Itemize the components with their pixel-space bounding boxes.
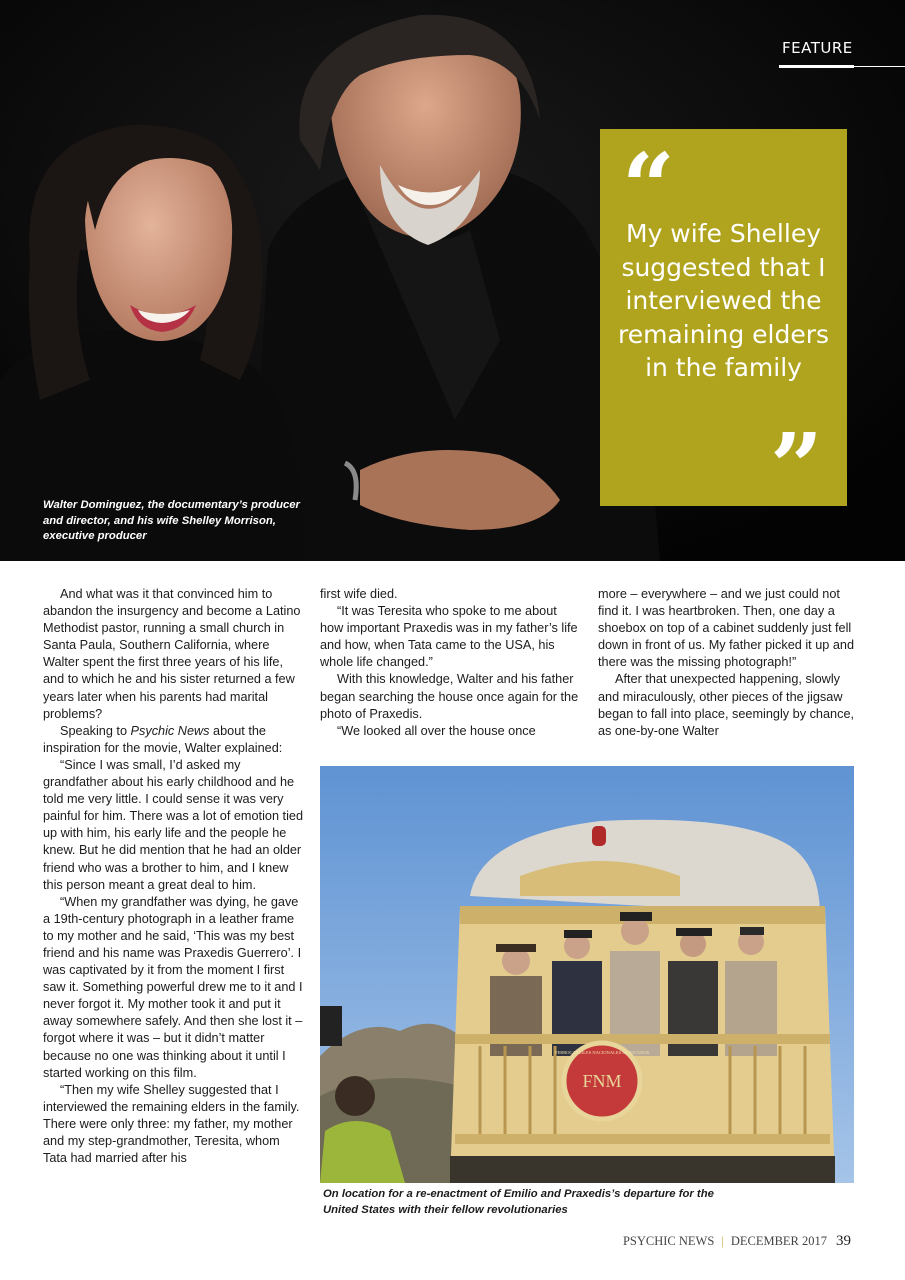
paragraph: “It was Teresita who spoke to me about how important Praxedis was in my father’s life and how, when Tata came to the USA, his whole life changed.” [320, 604, 578, 670]
emblem-label: FNM [582, 1071, 622, 1091]
train-photo [320, 766, 854, 1183]
paragraph: “We looked all over the house once [337, 723, 536, 738]
hero-photo-caption: Walter Dominguez, the documentary’s producer and director, and his wife Shelley Morrison, executive producer [43, 499, 300, 542]
emblem-ring-label: FERROCARRILES NACIONALES MEXICANOS [554, 1050, 650, 1055]
pullquote-text: My wife Shelley suggested that I interviewed the remaining elders in the family [617, 219, 830, 382]
footer-publication: PSYCHIC NEWS [622, 1234, 715, 1248]
paragraph: “Since I was small, I’d asked my grandfather about his early childhood and he told me very little. I could sense it was very painful for him. There was a lot of emotion tied up with him, his early life and the people he knew. But he did mention that he had an older friend who was a brother to him, and I knew this person meant a great deal to him. [43, 757, 303, 892]
paragraph: Speaking to Psychic News about the inspiration for the movie, Walter explained: [43, 723, 283, 755]
paragraph: And what was it that convinced him to abandon the insurgency and become a Latino Methodist pastor, running a small church in Santa Paula, Southern California, where Walter spent the first three years of his life, and to which he and his sister returned a few years later when his parents had marital problems? [43, 587, 301, 721]
train-reenactment-illustration [320, 766, 854, 1183]
article-column-3 [598, 586, 860, 740]
section-rule-extension [854, 66, 905, 67]
hero-photo [0, 0, 905, 561]
article-column-1 [43, 586, 305, 1167]
paragraph: “When my grandfather was dying, he gave a 19th-century photograph in a leather frame to my mother and he said, ‘This was my best friend and his name was Praxedis Guerrero’. I was captivated by it from the moment I first saw it. Something powerful drew me to it and I never forgot it. My mother took it and put it away somewhere safely. And then she lost it – forgot where it was – but it didn’t matter because no one was thinking about it until I started working on this film. [43, 894, 303, 1080]
paragraph: first wife died. [320, 587, 398, 601]
article-column-2 [320, 586, 582, 740]
train-photo-caption: On location for a re-enactment of Emilio and Praxedis’s departure for the United States with their fellow revolutionaries [323, 1188, 714, 1216]
open-quote-mark: “ [622, 133, 675, 241]
page-footer [623, 1233, 851, 1251]
section-label: FEATURE [782, 39, 853, 57]
footer-issue: DECEMBER 2017 [730, 1234, 827, 1248]
page-number: 39 [836, 1233, 851, 1249]
close-quote-mark: ” [770, 413, 823, 521]
paragraph: “Then my wife Shelley suggested that I interviewed the remaining elders in the family. There were only three: my father, my mother and my step-grandmother, Teresita, whom Tata had married after his [43, 1082, 300, 1166]
section-rule [779, 65, 854, 68]
publication-name: Psychic News [130, 723, 210, 738]
paragraph: After that unexpected happening, slowly and miraculously, other pieces of the jigsaw began to fall into place, seemingly by chance, as one-by-one Walter [598, 672, 855, 738]
footer-separator: | [721, 1234, 724, 1248]
pullquote-box [600, 129, 847, 521]
paragraph: more – everywhere – and we just could not find it. I was heartbroken. Then, one day a shoebox on top of a cabinet suddenly just fell down in front of us. My father picked it up and there was the missing photograph!” [598, 587, 855, 670]
paragraph: With this knowledge, Walter and his father began searching the house once again for the photo of Praxedis. [320, 672, 579, 721]
